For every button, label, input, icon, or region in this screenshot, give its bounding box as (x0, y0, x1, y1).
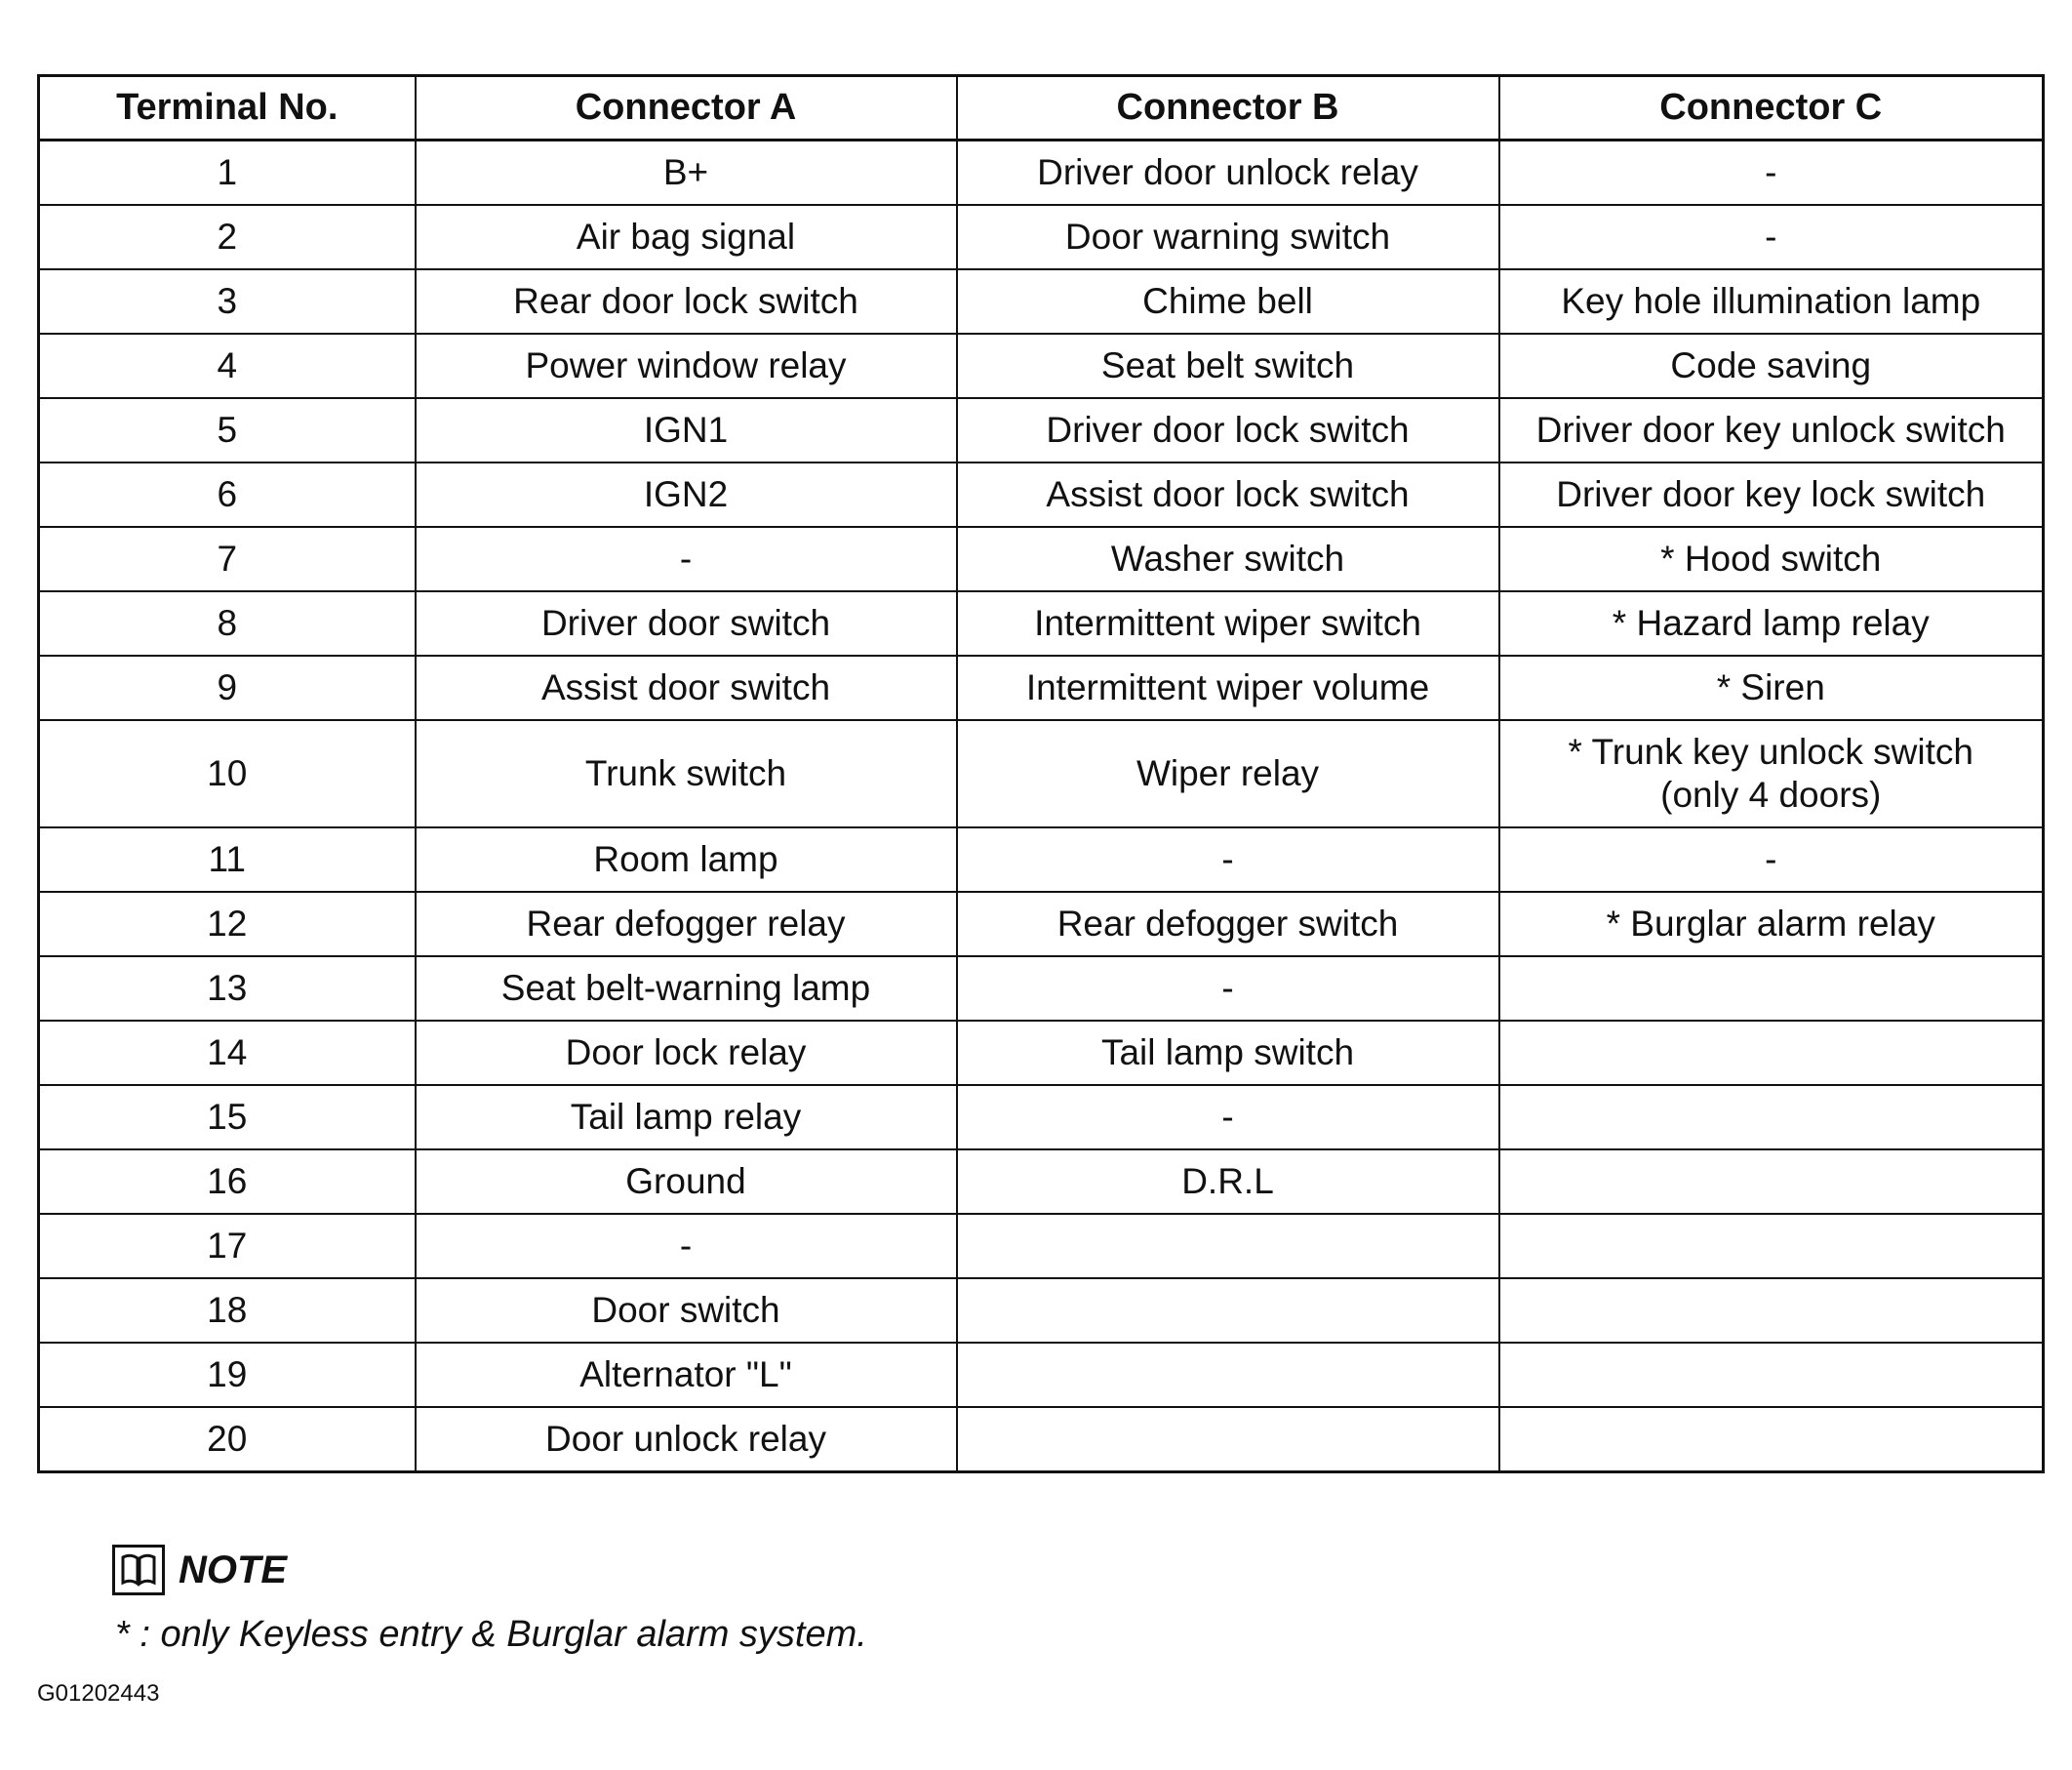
table-row (39, 1085, 2044, 1149)
connector-b-cell: Intermittent wiper volume (957, 656, 1499, 720)
connector-a-cell: - (416, 1214, 957, 1278)
terminal-no-cell: 2 (39, 205, 416, 269)
terminal-no-cell: 14 (39, 1021, 416, 1085)
table-row (39, 1407, 2044, 1472)
table-row (39, 656, 2044, 720)
connector-c-cell: * Trunk key unlock switch (only 4 doors) (1499, 720, 2044, 827)
column-header-connector-c: Connector C (1499, 76, 2044, 141)
terminal-no-cell: 3 (39, 269, 416, 334)
note-title: NOTE (179, 1548, 288, 1591)
table-row (39, 892, 2044, 956)
connector-b-cell: - (957, 1085, 1499, 1149)
connector-a-cell: Assist door switch (416, 656, 957, 720)
terminal-no-cell: 5 (39, 398, 416, 463)
connector-a-cell: Door lock relay (416, 1021, 957, 1085)
connector-b-cell (957, 1407, 1499, 1472)
connector-b-cell (957, 1278, 1499, 1343)
terminal-no-cell: 8 (39, 591, 416, 656)
terminal-no-cell: 6 (39, 463, 416, 527)
connector-c-cell: * Siren (1499, 656, 2044, 720)
terminal-connector-table (37, 74, 2045, 1473)
terminal-no-cell: 18 (39, 1278, 416, 1343)
connector-c-cell: - (1499, 827, 2044, 892)
connector-b-cell: - (957, 956, 1499, 1021)
table-row (39, 720, 2044, 827)
table-row (39, 1214, 2044, 1278)
table-body (39, 141, 2044, 1472)
connector-c-cell (1499, 1021, 2044, 1085)
connector-b-cell: Driver door lock switch (957, 398, 1499, 463)
terminal-no-cell: 13 (39, 956, 416, 1021)
table-header-row (39, 76, 2044, 141)
connector-c-cell (1499, 1343, 2044, 1407)
terminal-no-cell: 9 (39, 656, 416, 720)
terminal-no-cell: 20 (39, 1407, 416, 1472)
connector-a-cell: Room lamp (416, 827, 957, 892)
connector-a-cell: IGN1 (416, 398, 957, 463)
column-header-connector-b: Connector B (957, 76, 1499, 141)
connector-b-cell: Chime bell (957, 269, 1499, 334)
connector-a-cell: Door switch (416, 1278, 957, 1343)
table-row (39, 591, 2044, 656)
connector-b-cell: Intermittent wiper switch (957, 591, 1499, 656)
connector-b-cell: Seat belt switch (957, 334, 1499, 398)
connector-c-cell: - (1499, 141, 2044, 206)
terminal-no-cell: 11 (39, 827, 416, 892)
table-row (39, 1278, 2044, 1343)
connector-a-cell: Driver door switch (416, 591, 957, 656)
book-icon (112, 1545, 165, 1595)
connector-b-cell (957, 1343, 1499, 1407)
connector-c-cell (1499, 956, 2044, 1021)
connector-a-cell: Trunk switch (416, 720, 957, 827)
terminal-no-cell: 19 (39, 1343, 416, 1407)
connector-c-cell: Driver door key lock switch (1499, 463, 2044, 527)
connector-b-cell: Driver door unlock relay (957, 141, 1499, 206)
table-row (39, 334, 2044, 398)
terminal-no-cell: 15 (39, 1085, 416, 1149)
connector-c-cell (1499, 1085, 2044, 1149)
connector-c-cell: * Hood switch (1499, 527, 2044, 591)
table-row (39, 1021, 2044, 1085)
connector-c-cell (1499, 1278, 2044, 1343)
connector-a-cell: Seat belt-warning lamp (416, 956, 957, 1021)
table-row (39, 269, 2044, 334)
connector-a-cell: Power window relay (416, 334, 957, 398)
connector-a-cell: Tail lamp relay (416, 1085, 957, 1149)
connector-b-cell: Wiper relay (957, 720, 1499, 827)
column-header-connector-a: Connector A (416, 76, 957, 141)
connector-a-cell: Alternator "L" (416, 1343, 957, 1407)
connector-a-cell: Ground (416, 1149, 957, 1214)
terminal-no-cell: 10 (39, 720, 416, 827)
connector-b-cell (957, 1214, 1499, 1278)
terminal-no-cell: 16 (39, 1149, 416, 1214)
connector-a-cell: Rear door lock switch (416, 269, 957, 334)
connector-c-cell: Code saving (1499, 334, 2044, 398)
connector-c-cell: * Burglar alarm relay (1499, 892, 2044, 956)
connector-a-cell: Door unlock relay (416, 1407, 957, 1472)
terminal-no-cell: 1 (39, 141, 416, 206)
connector-c-cell: * Hazard lamp relay (1499, 591, 2044, 656)
connector-a-cell: B+ (416, 141, 957, 206)
table-row (39, 398, 2044, 463)
connector-c-cell (1499, 1149, 2044, 1214)
connector-a-cell: Air bag signal (416, 205, 957, 269)
column-header-terminal-no: Terminal No. (39, 76, 416, 141)
table-row (39, 527, 2044, 591)
connector-a-cell: Rear defogger relay (416, 892, 957, 956)
connector-c-cell (1499, 1407, 2044, 1472)
connector-c-cell: Driver door key unlock switch (1499, 398, 2044, 463)
connector-b-cell: Door warning switch (957, 205, 1499, 269)
table-row (39, 956, 2044, 1021)
connector-c-cell: - (1499, 205, 2044, 269)
terminal-no-cell: 12 (39, 892, 416, 956)
connector-c-cell: Key hole illumination lamp (1499, 269, 2044, 334)
terminal-no-cell: 4 (39, 334, 416, 398)
table-row (39, 141, 2044, 206)
terminal-no-cell: 7 (39, 527, 416, 591)
table-row (39, 463, 2044, 527)
note-heading (112, 1545, 287, 1595)
connector-b-cell: Rear defogger switch (957, 892, 1499, 956)
connector-b-cell: Washer switch (957, 527, 1499, 591)
connector-c-cell (1499, 1214, 2044, 1278)
connector-b-cell: D.R.L (957, 1149, 1499, 1214)
connector-a-cell: - (416, 527, 957, 591)
figure-id: G01202443 (37, 1680, 160, 1707)
table-row (39, 827, 2044, 892)
table-row (39, 1343, 2044, 1407)
note-text: * : only Keyless entry & Burglar alarm system. (115, 1614, 867, 1655)
connector-b-cell: Assist door lock switch (957, 463, 1499, 527)
table-row (39, 205, 2044, 269)
connector-b-cell: - (957, 827, 1499, 892)
table-row (39, 1149, 2044, 1214)
terminal-no-cell: 17 (39, 1214, 416, 1278)
connector-b-cell: Tail lamp switch (957, 1021, 1499, 1085)
connector-a-cell: IGN2 (416, 463, 957, 527)
